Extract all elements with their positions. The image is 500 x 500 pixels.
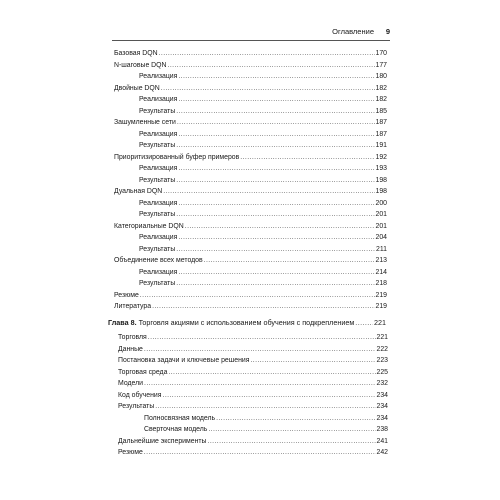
toc-entry[interactable]: Литература ..... 219 [114,302,387,312]
header-title: Оглавление [332,27,374,36]
toc-entry[interactable]: Категориальные DQN ..... 201 [114,222,387,232]
toc-entry[interactable]: Код обучения ..... 234 [118,391,388,401]
toc-entry[interactable]: Объединение всех методов ..... 213 [114,256,387,266]
toc-subentry[interactable]: Результаты ..... 191 [139,141,387,151]
toc-entry[interactable]: Двойные DQN ..... 182 [114,84,387,94]
running-header [112,24,390,41]
toc-subentry[interactable]: Реализация ..... 200 [139,199,387,209]
chapter-number: Глава 8. [108,318,137,327]
toc-entry[interactable]: Зашумленные сети ..... 187 [114,118,387,128]
toc-entry[interactable]: Дуальная DQN ..... 198 [114,187,387,197]
chapter-title: Торговля акциями с использованием обучения с подкреплением [138,318,355,327]
toc-subentry[interactable]: Реализация ..... 182 [139,95,387,105]
header-page-number: 9 [385,27,390,36]
toc-entry[interactable]: Результаты ..... 234 [118,402,388,412]
toc-subentry[interactable]: Результаты ..... 211 [139,245,387,255]
toc-entry[interactable]: Дальнейшие эксперименты ..... 241 [118,437,388,447]
chapter-page: 221 [374,318,386,327]
toc-entry[interactable]: Приоритизированный буфер примеров ..... 192 [114,153,387,163]
toc-subentry[interactable]: Результаты ..... 218 [139,279,387,289]
toc-subentry[interactable]: Реализация ..... 214 [139,268,387,278]
toc-entry[interactable]: Торговая среда ..... 225 [118,368,388,378]
toc-entry[interactable]: Резюме ..... 219 [114,291,387,301]
toc-entry[interactable]: Резюме ..... 242 [118,448,388,458]
toc-subentry[interactable]: Реализация ..... 180 [139,72,387,82]
toc-subentry[interactable]: Результаты ..... 185 [139,107,387,117]
toc-entry[interactable]: Постановка задачи и ключевые решения ..... 223 [118,356,388,366]
toc-entry[interactable]: Торговля ..... 221 [118,333,388,343]
toc-subentry[interactable]: Сверточная модель ..... 238 [144,425,388,435]
toc-chapter-entry[interactable] [108,318,386,328]
toc-subentry[interactable]: Результаты ..... 201 [139,210,387,220]
toc-entry[interactable]: N-шаговые DQN ..... 177 [114,61,387,71]
toc-subentry[interactable]: Реализация ..... 187 [139,130,387,140]
toc-entry[interactable]: Модели ..... 232 [118,379,388,389]
toc-subentry[interactable]: Реализация ..... 193 [139,164,387,174]
toc-subentry[interactable]: Полносвязная модель ..... 234 [144,414,388,424]
toc-entry[interactable]: Данные ..... 222 [118,345,388,355]
toc-subentry[interactable]: Результаты ..... 198 [139,176,387,186]
toc-subentry[interactable]: Реализация ..... 204 [139,233,387,243]
toc-entry[interactable]: Базовая DQN ..... 170 [114,49,387,59]
